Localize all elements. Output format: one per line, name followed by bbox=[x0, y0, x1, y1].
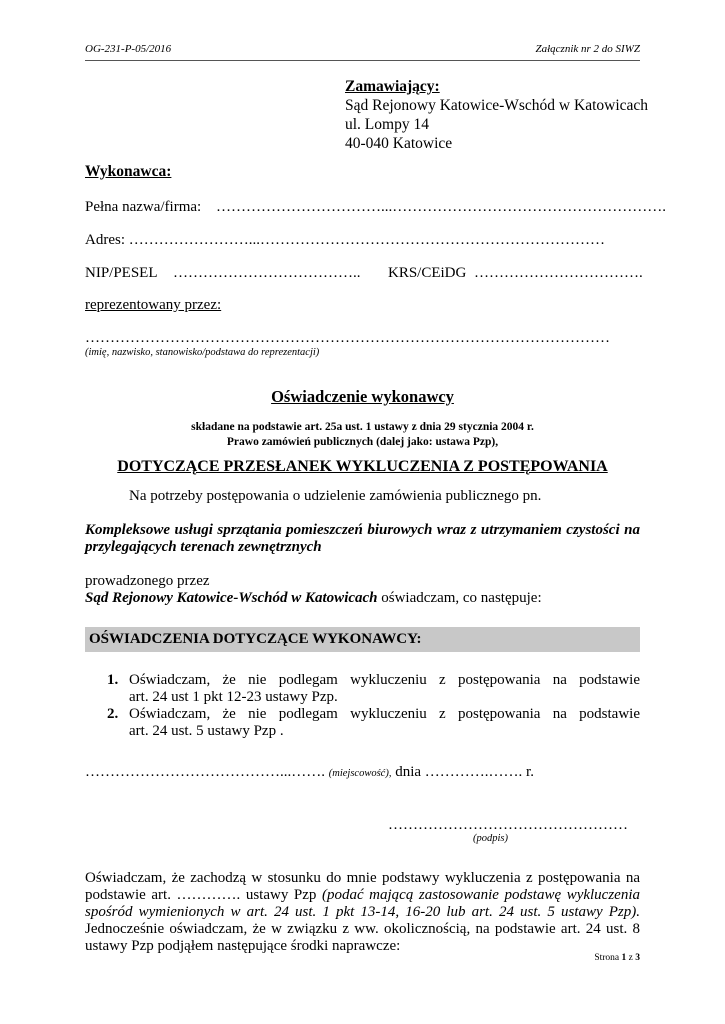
subtitle-line-1: składane na podstawie art. 25a ust. 1 ustawy z dnia 29 stycznia 2004 r. bbox=[191, 421, 534, 433]
page-current: 1 bbox=[621, 953, 627, 963]
repr-label: reprezentowany przez: bbox=[85, 297, 222, 313]
date-field[interactable]: dnia ………….……. r. bbox=[391, 764, 534, 780]
wykonawca-label: Wykonawca: bbox=[85, 163, 172, 180]
place-hint: (miejscowość), bbox=[328, 768, 392, 779]
attachment-label: Załącznik nr 2 do SIWZ bbox=[535, 43, 640, 55]
krs-field[interactable]: ……………………………. bbox=[474, 265, 643, 281]
nazwa-field[interactable]: ……………………………...………………………………………………. bbox=[216, 199, 666, 215]
zamawiajacy-street: ul. Lompy 14 bbox=[345, 116, 429, 133]
item-2-line-1: Oświadczam, że nie podlegam wykluczeniu z postępowania na podstawie bbox=[129, 706, 640, 722]
page-title: Oświadczenie wykonawcy bbox=[271, 387, 454, 406]
repr-field[interactable]: …………………………………………………………………………………………… bbox=[85, 330, 610, 346]
section-bar-title: OŚWIADCZENIA DOTYCZĄCE WYKONAWCY: bbox=[89, 631, 422, 647]
final-line-5: ustawy Pzp podjąłem następujące środki naprawcze: bbox=[85, 938, 401, 954]
page-number bbox=[594, 953, 640, 963]
item-2-number: 2. bbox=[107, 706, 119, 722]
final-line-2 bbox=[85, 886, 640, 904]
final-line-2a: podstawie art. …………. ustawy Pzp bbox=[85, 887, 322, 903]
nazwa-label: Pełna nazwa/firma: bbox=[85, 199, 202, 215]
prowadzonego-label: prowadzonego przez bbox=[85, 573, 210, 589]
page-mid: z bbox=[626, 953, 636, 963]
page-total: 3 bbox=[635, 953, 640, 963]
item-2-line-2: art. 24 ust. 5 ustawy Pzp . bbox=[129, 723, 284, 739]
item-1-line-2: art. 24 ust 1 pkt 12-23 ustawy Pzp. bbox=[129, 689, 338, 705]
final-line-2b: (podać mającą zastosowanie podstawę wykluczenia bbox=[321, 887, 640, 903]
zamawiajacy-label: Zamawiający: bbox=[345, 78, 440, 95]
signature-hint: (podpis) bbox=[473, 833, 508, 844]
final-line-3: spośród wymienionych w art. 24 ust. 1 pkt 13-14, 16-20 lub art. 24 ust. 5 ustawy Pzp). bbox=[85, 904, 640, 920]
zamowienie-line-2: przylegających terenach zewnętrznych bbox=[85, 539, 322, 555]
intro-text: Na potrzeby postępowania o udzielenie zamówienia publicznego pn. bbox=[129, 488, 542, 504]
item-1-number: 1. bbox=[107, 672, 119, 688]
repr-hint: (imię, nazwisko, stanowisko/podstawa do reprezentacji) bbox=[85, 347, 320, 358]
item-1-line-1: Oświadczam, że nie podlegam wykluczeniu z postępowania na podstawie bbox=[129, 672, 640, 688]
subtitle-line-2: Prawo zamówień publicznych (dalej jako: ustawa Pzp), bbox=[226, 436, 499, 448]
section-heading: DOTYCZĄCE PRZESŁANEK WYKLUCZENIA Z POSTĘPOWANIA bbox=[117, 458, 608, 475]
sad-rest: oświadczam, co następuje: bbox=[377, 590, 542, 606]
zamawiajacy-name: Sąd Rejonowy Katowice-Wschód w Katowicach bbox=[345, 97, 649, 114]
doc-reference: OG-231-P-05/2016 bbox=[85, 43, 172, 55]
zamowienie-line-1: Kompleksowe usługi sprzątania pomieszczeń biurowych wraz z utrzymaniem czystości na bbox=[85, 522, 640, 538]
adres-field[interactable]: Adres: ……………………...…………………………………………………………… bbox=[85, 232, 605, 248]
final-line-1: Oświadczam, że zachodzą w stosunku do mnie podstawy wykluczenia z postępowania na bbox=[85, 870, 640, 886]
nip-label: NIP/PESEL bbox=[85, 265, 158, 281]
krs-label: KRS/CEiDG bbox=[388, 265, 467, 281]
place-field[interactable]: …………………………………...……. bbox=[85, 764, 325, 780]
signature-field[interactable]: ………………………………………… bbox=[388, 817, 628, 833]
page-prefix: Strona bbox=[594, 953, 622, 963]
final-line-4: Jednocześnie oświadczam, że w związku z ww. okolicznością, na podstawie art. 24 ust. 8 bbox=[85, 921, 640, 937]
sad-name: Sąd Rejonowy Katowice-Wschód w Katowicach bbox=[85, 590, 378, 606]
nip-field[interactable]: ……………………………….. bbox=[173, 265, 361, 281]
zamawiajacy-city: 40-040 Katowice bbox=[345, 135, 453, 152]
place-date-line bbox=[85, 763, 534, 783]
sad-line bbox=[85, 589, 542, 607]
header-divider bbox=[85, 60, 640, 61]
